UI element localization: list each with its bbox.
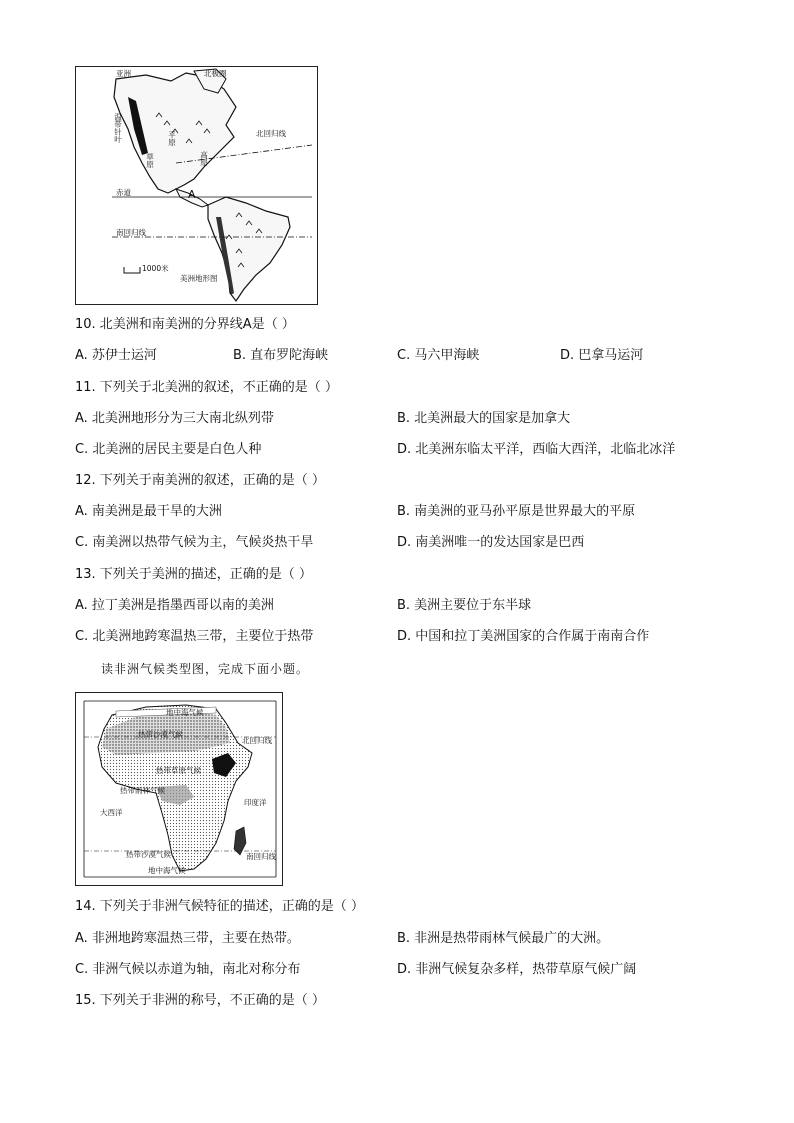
q11-stem: 11. 下列关于北美洲的叙述，不正确的是（ ）	[75, 380, 338, 395]
label-vertical-plain: 平原	[167, 131, 177, 146]
label-desert: 热带沙漠气候	[138, 730, 183, 739]
q14-option-c[interactable]: C. 非洲气候以赤道为轴，南北对称分布	[75, 962, 301, 977]
q10-stem: 10. 北美洲和南美洲的分界线A是（ ）	[75, 317, 295, 332]
section-intro: 读非洲气候类型图，完成下面小题。	[101, 662, 310, 676]
q12-stem: 12. 下列关于南美洲的叙述，正确的是（ ）	[75, 473, 325, 488]
q12-option-b[interactable]: B. 南美洲的亚马孙平原是世界最大的平原	[397, 504, 636, 519]
label-savanna: 热带草原气候	[156, 766, 201, 775]
q13-stem: 13. 下列关于美洲的描述，正确的是（ ）	[75, 567, 312, 582]
label-mediterranean-bottom: 地中海气候	[148, 866, 186, 875]
label-vertical-mid: 草原	[145, 153, 155, 168]
q10-option-a[interactable]: A. 苏伊士运河	[75, 348, 157, 363]
q11-option-d[interactable]: D. 北美洲东临太平洋，西临大西洋，北临北冰洋	[397, 442, 676, 457]
label-tropic-of-capricorn: 南回归线	[116, 228, 146, 237]
q15-stem: 15. 下列关于非洲的称号，不正确的是（ ）	[75, 993, 325, 1008]
q12-option-c[interactable]: C. 南美洲以热带气候为主，气候炎热干旱	[75, 535, 314, 550]
q14-stem: 14. 下列关于非洲气候特征的描述，正确的是（ ）	[75, 899, 364, 914]
label-point-a: A	[188, 188, 196, 201]
q11-option-c[interactable]: C. 北美洲的居民主要是白色人种	[75, 442, 262, 457]
q14-option-b[interactable]: B. 非洲是热带雨林气候最广的大洲。	[397, 931, 610, 946]
label-arctic-circle: 北极圈	[204, 69, 227, 78]
q10-option-c[interactable]: C. 马六甲海峡	[397, 348, 480, 363]
label-mediterranean-top: 地中海气候	[166, 708, 204, 717]
q11-option-a[interactable]: A. 北美洲地形分为三大南北纵列带	[75, 411, 274, 426]
africa-climate-figure	[75, 692, 283, 886]
scale-bar	[124, 267, 140, 273]
label-vertical-plateau: 高原	[199, 151, 209, 166]
label-tropic-of-cancer: 北回归线	[256, 129, 286, 138]
q13-option-d[interactable]: D. 中国和拉丁美洲国家的合作属于南南合作	[397, 629, 650, 644]
africa-climate-map	[76, 693, 282, 885]
label-tropic-of-cancer: 北回归线	[242, 736, 272, 745]
q12-option-a[interactable]: A. 南美洲是最干旱的大洲	[75, 504, 222, 519]
americas-map	[76, 67, 317, 304]
label-scale: 1000米	[142, 264, 169, 273]
q13-option-b[interactable]: B. 美洲主要位于东半球	[397, 598, 532, 613]
label-atlantic: 大西洋	[100, 808, 123, 817]
label-asia: 亚洲	[116, 69, 131, 78]
q10-option-d[interactable]: D. 巴拿马运河	[560, 348, 644, 363]
q10-option-b[interactable]: B. 直布罗陀海峡	[233, 348, 329, 363]
q11-option-b[interactable]: B. 北美洲最大的国家是加拿大	[397, 411, 571, 426]
south-america-landmass	[208, 197, 290, 301]
q13-option-a[interactable]: A. 拉丁美洲是指墨西哥以南的美洲	[75, 598, 274, 613]
q14-option-d[interactable]: D. 非洲气候复杂多样，热带草原气候广阔	[397, 962, 637, 977]
q12-option-d[interactable]: D. 南美洲唯一的发达国家是巴西	[397, 535, 585, 550]
map-caption: 美洲地形图	[180, 274, 218, 283]
label-tropic-of-capricorn: 南回归线	[246, 852, 276, 861]
q14-option-a[interactable]: A. 非洲地跨寒温热三带，主要在热带。	[75, 931, 300, 946]
label-desert-south: 热带沙漠气候	[126, 850, 171, 859]
label-indian: 印度洋	[244, 798, 267, 807]
label-rainforest: 热带雨林气候	[120, 786, 165, 795]
label-equator: 赤道	[116, 188, 131, 197]
americas-map-figure	[75, 66, 318, 305]
label-vertical-left: 温带针叶	[113, 113, 123, 143]
q13-option-c[interactable]: C. 北美洲地跨寒温热三带，主要位于热带	[75, 629, 314, 644]
